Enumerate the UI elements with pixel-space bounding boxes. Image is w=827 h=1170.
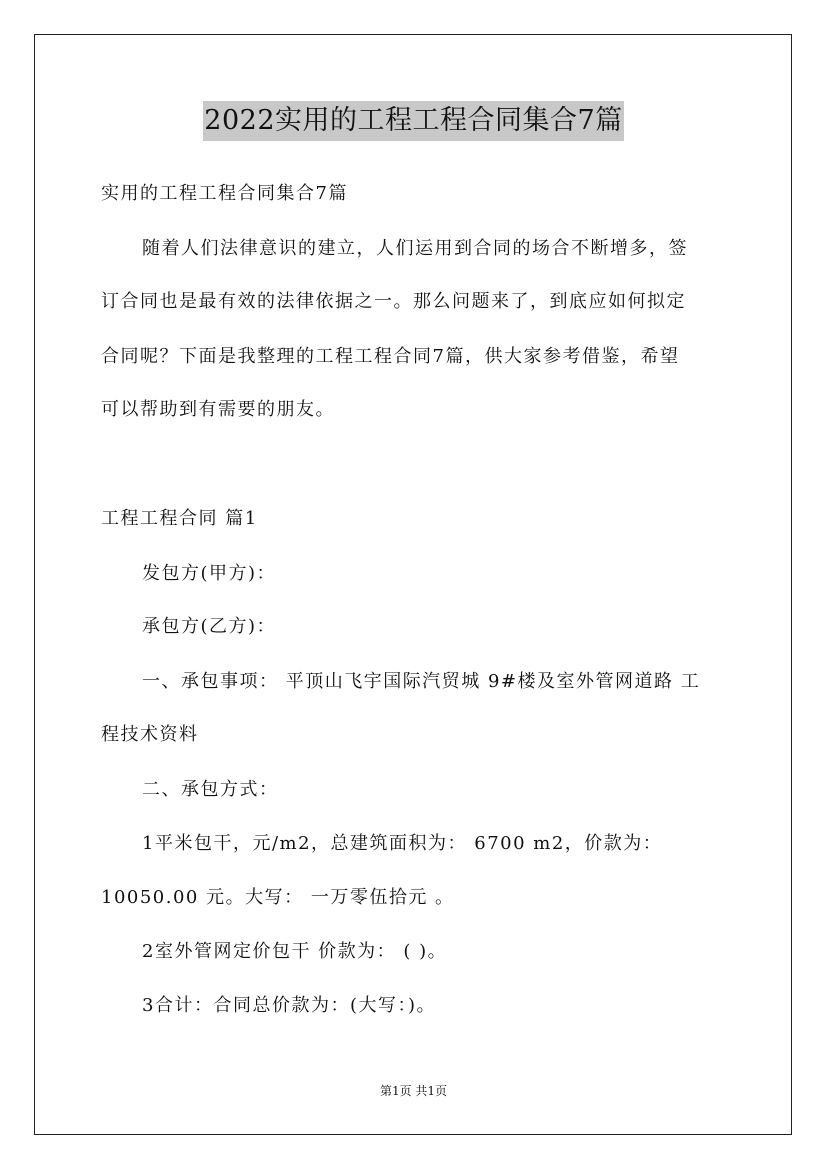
body-line: 程技术资料	[101, 724, 199, 745]
body-line: 10050.00 元。大写： 一万零伍拾元 。	[101, 887, 455, 908]
title-container	[0, 101, 827, 141]
intro-line: 可以帮助到有需要的朋友。	[101, 399, 335, 420]
body-line: 3合计：合同总价款为：(大写：)。	[142, 995, 436, 1016]
intro-line: 随着人们法律意识的建立，人们运用到合同的场合不断增多，签	[142, 238, 688, 259]
section-heading: 工程工程合同 篇1	[101, 508, 258, 529]
intro-line: 订合同也是最有效的法律依据之一。那么问题来了，到底应如何拟定	[101, 291, 686, 312]
body-line: 一、承包事项： 平顶山飞宇国际汽贸城 9#楼及室外管网道路 工	[142, 671, 701, 692]
body-line: 承包方(乙方)：	[142, 616, 277, 637]
body-line: 发包方(甲方)：	[142, 563, 277, 584]
body-line: 二、承包方式：	[142, 779, 279, 800]
document-subtitle: 实用的工程工程合同集合7篇	[101, 183, 348, 204]
document-title: 2022实用的工程工程合同集合7篇	[203, 101, 623, 141]
page-footer: 第1页 共1页	[379, 1084, 448, 1098]
body-line: 1平米包干，元/m2，总建筑面积为： 6700 m2，价款为：	[142, 833, 663, 854]
intro-line: 合同呢？下面是我整理的工程工程合同7篇，供大家参考借鉴，希望	[101, 346, 680, 367]
body-line: 2室外管网定价包干 价款为： ( )。	[142, 941, 448, 962]
